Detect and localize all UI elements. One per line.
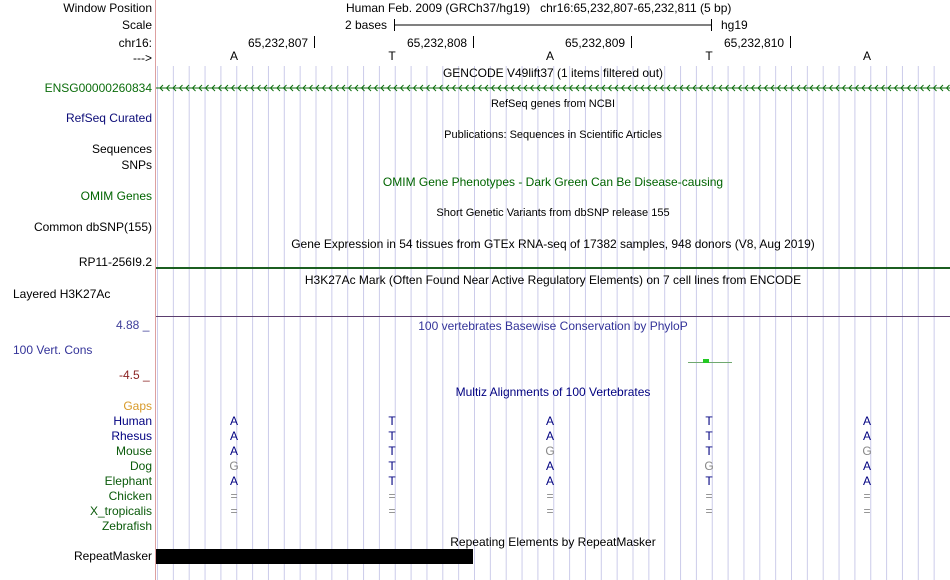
- species-label[interactable]: Chicken: [108, 489, 152, 503]
- species-label[interactable]: Human: [113, 414, 152, 428]
- conservation-track-title[interactable]: 100 vertebrates Basewise Conservation by PhyloP: [418, 319, 688, 333]
- ref-base: T: [388, 49, 396, 63]
- common-dbsnp-label[interactable]: Common dbSNP(155): [33, 220, 152, 234]
- position-tick-2: 65,232,808: [407, 36, 468, 50]
- species-label[interactable]: Elephant: [104, 474, 152, 488]
- layered-h3k27ac-label[interactable]: Layered H3K27Ac: [13, 287, 111, 301]
- ref-base: T: [705, 49, 713, 63]
- species-base: A: [545, 474, 554, 488]
- species-base: =: [388, 504, 396, 518]
- species-base: =: [546, 489, 554, 503]
- refseq-track-title[interactable]: RefSeq genes from NCBI: [490, 98, 616, 110]
- conservation-min-label: -4.5 _: [119, 368, 150, 382]
- position-tick-4: 65,232,810: [724, 36, 785, 50]
- chrom-label: chr16:: [118, 36, 152, 50]
- window-position-value: Human Feb. 2009 (GRCh37/hg19) chr16:65,232,807-65,232,811 (5 bp): [346, 1, 732, 15]
- scale-value: 2 bases: [345, 18, 388, 32]
- dbsnp-track-title[interactable]: Short Genetic Variants from dbSNP release 155: [436, 207, 670, 219]
- species-base: T: [705, 474, 713, 488]
- species-bases-row: [156, 429, 946, 443]
- species-base: T: [388, 474, 396, 488]
- species-base: G: [545, 444, 555, 458]
- reference-bases: [156, 49, 946, 63]
- species-base: A: [545, 414, 554, 428]
- species-bases-row: [156, 459, 946, 473]
- species-base: A: [862, 474, 871, 488]
- species-base: A: [862, 429, 871, 443]
- species-base: T: [705, 444, 713, 458]
- vert-cons-label[interactable]: 100 Vert. Cons: [13, 343, 93, 357]
- species-base: A: [229, 414, 238, 428]
- species-base: =: [863, 489, 871, 503]
- snps-label[interactable]: SNPs: [121, 158, 152, 172]
- species-bases-row: [156, 444, 946, 458]
- window-position-label: Window Position: [63, 1, 152, 15]
- species-label[interactable]: Mouse: [115, 444, 152, 458]
- sequences-label[interactable]: Sequences: [91, 142, 152, 156]
- ref-base: A: [545, 49, 554, 63]
- species-base: A: [862, 414, 871, 428]
- species-base: A: [545, 429, 554, 443]
- gaps-label: Gaps: [123, 399, 152, 413]
- position-tick-3: 65,232,809: [565, 36, 626, 50]
- gtex-track-title[interactable]: Gene Expression in 54 tissues from GTEx RNA-seq of 17382 samples, 948 donors (V8, Aug 2019): [291, 237, 815, 251]
- species-base: T: [388, 414, 396, 428]
- strand-label: --->: [133, 51, 152, 65]
- species-bases-row: [156, 519, 946, 533]
- species-bases-row: [156, 414, 946, 428]
- gtex-gene-label[interactable]: RP11-256I9.2: [78, 255, 152, 269]
- species-base: A: [545, 459, 554, 473]
- species-base: A: [862, 459, 871, 473]
- omim-track-title[interactable]: OMIM Gene Phenotypes - Dark Green Can Be Disease-causing: [382, 175, 724, 189]
- species-base: A: [229, 474, 238, 488]
- publications-track-title[interactable]: Publications: Sequences in Scientific Articles: [444, 129, 662, 141]
- gtex-bar: [156, 267, 950, 269]
- species-base: =: [546, 504, 554, 518]
- conservation-max-label: 4.88 _: [116, 318, 150, 332]
- assembly-label: hg19: [721, 18, 748, 32]
- species-label[interactable]: Dog: [129, 459, 152, 473]
- species-base: =: [388, 489, 396, 503]
- species-base: T: [705, 414, 713, 428]
- repeatmasker-label[interactable]: RepeatMasker: [73, 549, 152, 563]
- species-bases-row: [156, 489, 946, 503]
- species-base: G: [229, 459, 239, 473]
- species-base: T: [388, 429, 396, 443]
- species-base: G: [704, 459, 714, 473]
- species-base: =: [863, 504, 871, 518]
- species-base: =: [230, 504, 238, 518]
- species-base: A: [229, 444, 238, 458]
- species-bases-row: [156, 504, 946, 518]
- species-base: =: [230, 489, 238, 503]
- refseq-curated-label[interactable]: RefSeq Curated: [65, 111, 152, 125]
- scale-label: Scale: [121, 18, 152, 32]
- species-base: T: [388, 444, 396, 458]
- species-base: =: [705, 504, 713, 518]
- conservation-value: [703, 359, 709, 363]
- repeat-element-block[interactable]: [156, 549, 473, 564]
- position-tick-1: 65,232,807: [248, 36, 309, 50]
- species-base: A: [229, 429, 238, 443]
- species-label[interactable]: X_tropicalis: [89, 504, 152, 518]
- species-base: =: [705, 489, 713, 503]
- ref-base: A: [229, 49, 238, 63]
- species-label[interactable]: Rhesus: [111, 429, 152, 443]
- repeatmasker-track-title[interactable]: Repeating Elements by RepeatMasker: [450, 535, 656, 549]
- species-base: G: [862, 444, 872, 458]
- species-bases-row: [156, 474, 946, 488]
- species-base: T: [388, 459, 396, 473]
- multiz-track-title[interactable]: Multiz Alignments of 100 Vertebrates: [455, 385, 651, 399]
- gencode-track-title[interactable]: GENCODE V49lift37 (1 items filtered out): [442, 66, 664, 80]
- ref-base: A: [862, 49, 871, 63]
- species-base: T: [705, 429, 713, 443]
- gencode-gene-label[interactable]: ENSG00000260834: [44, 81, 152, 95]
- omim-genes-label[interactable]: OMIM Genes: [80, 189, 152, 203]
- species-label[interactable]: Zebrafish: [101, 519, 152, 533]
- h3k27ac-track-title[interactable]: H3K27Ac Mark (Often Found Near Active Regulatory Elements) on 7 cell lines from ENCODE: [304, 273, 802, 287]
